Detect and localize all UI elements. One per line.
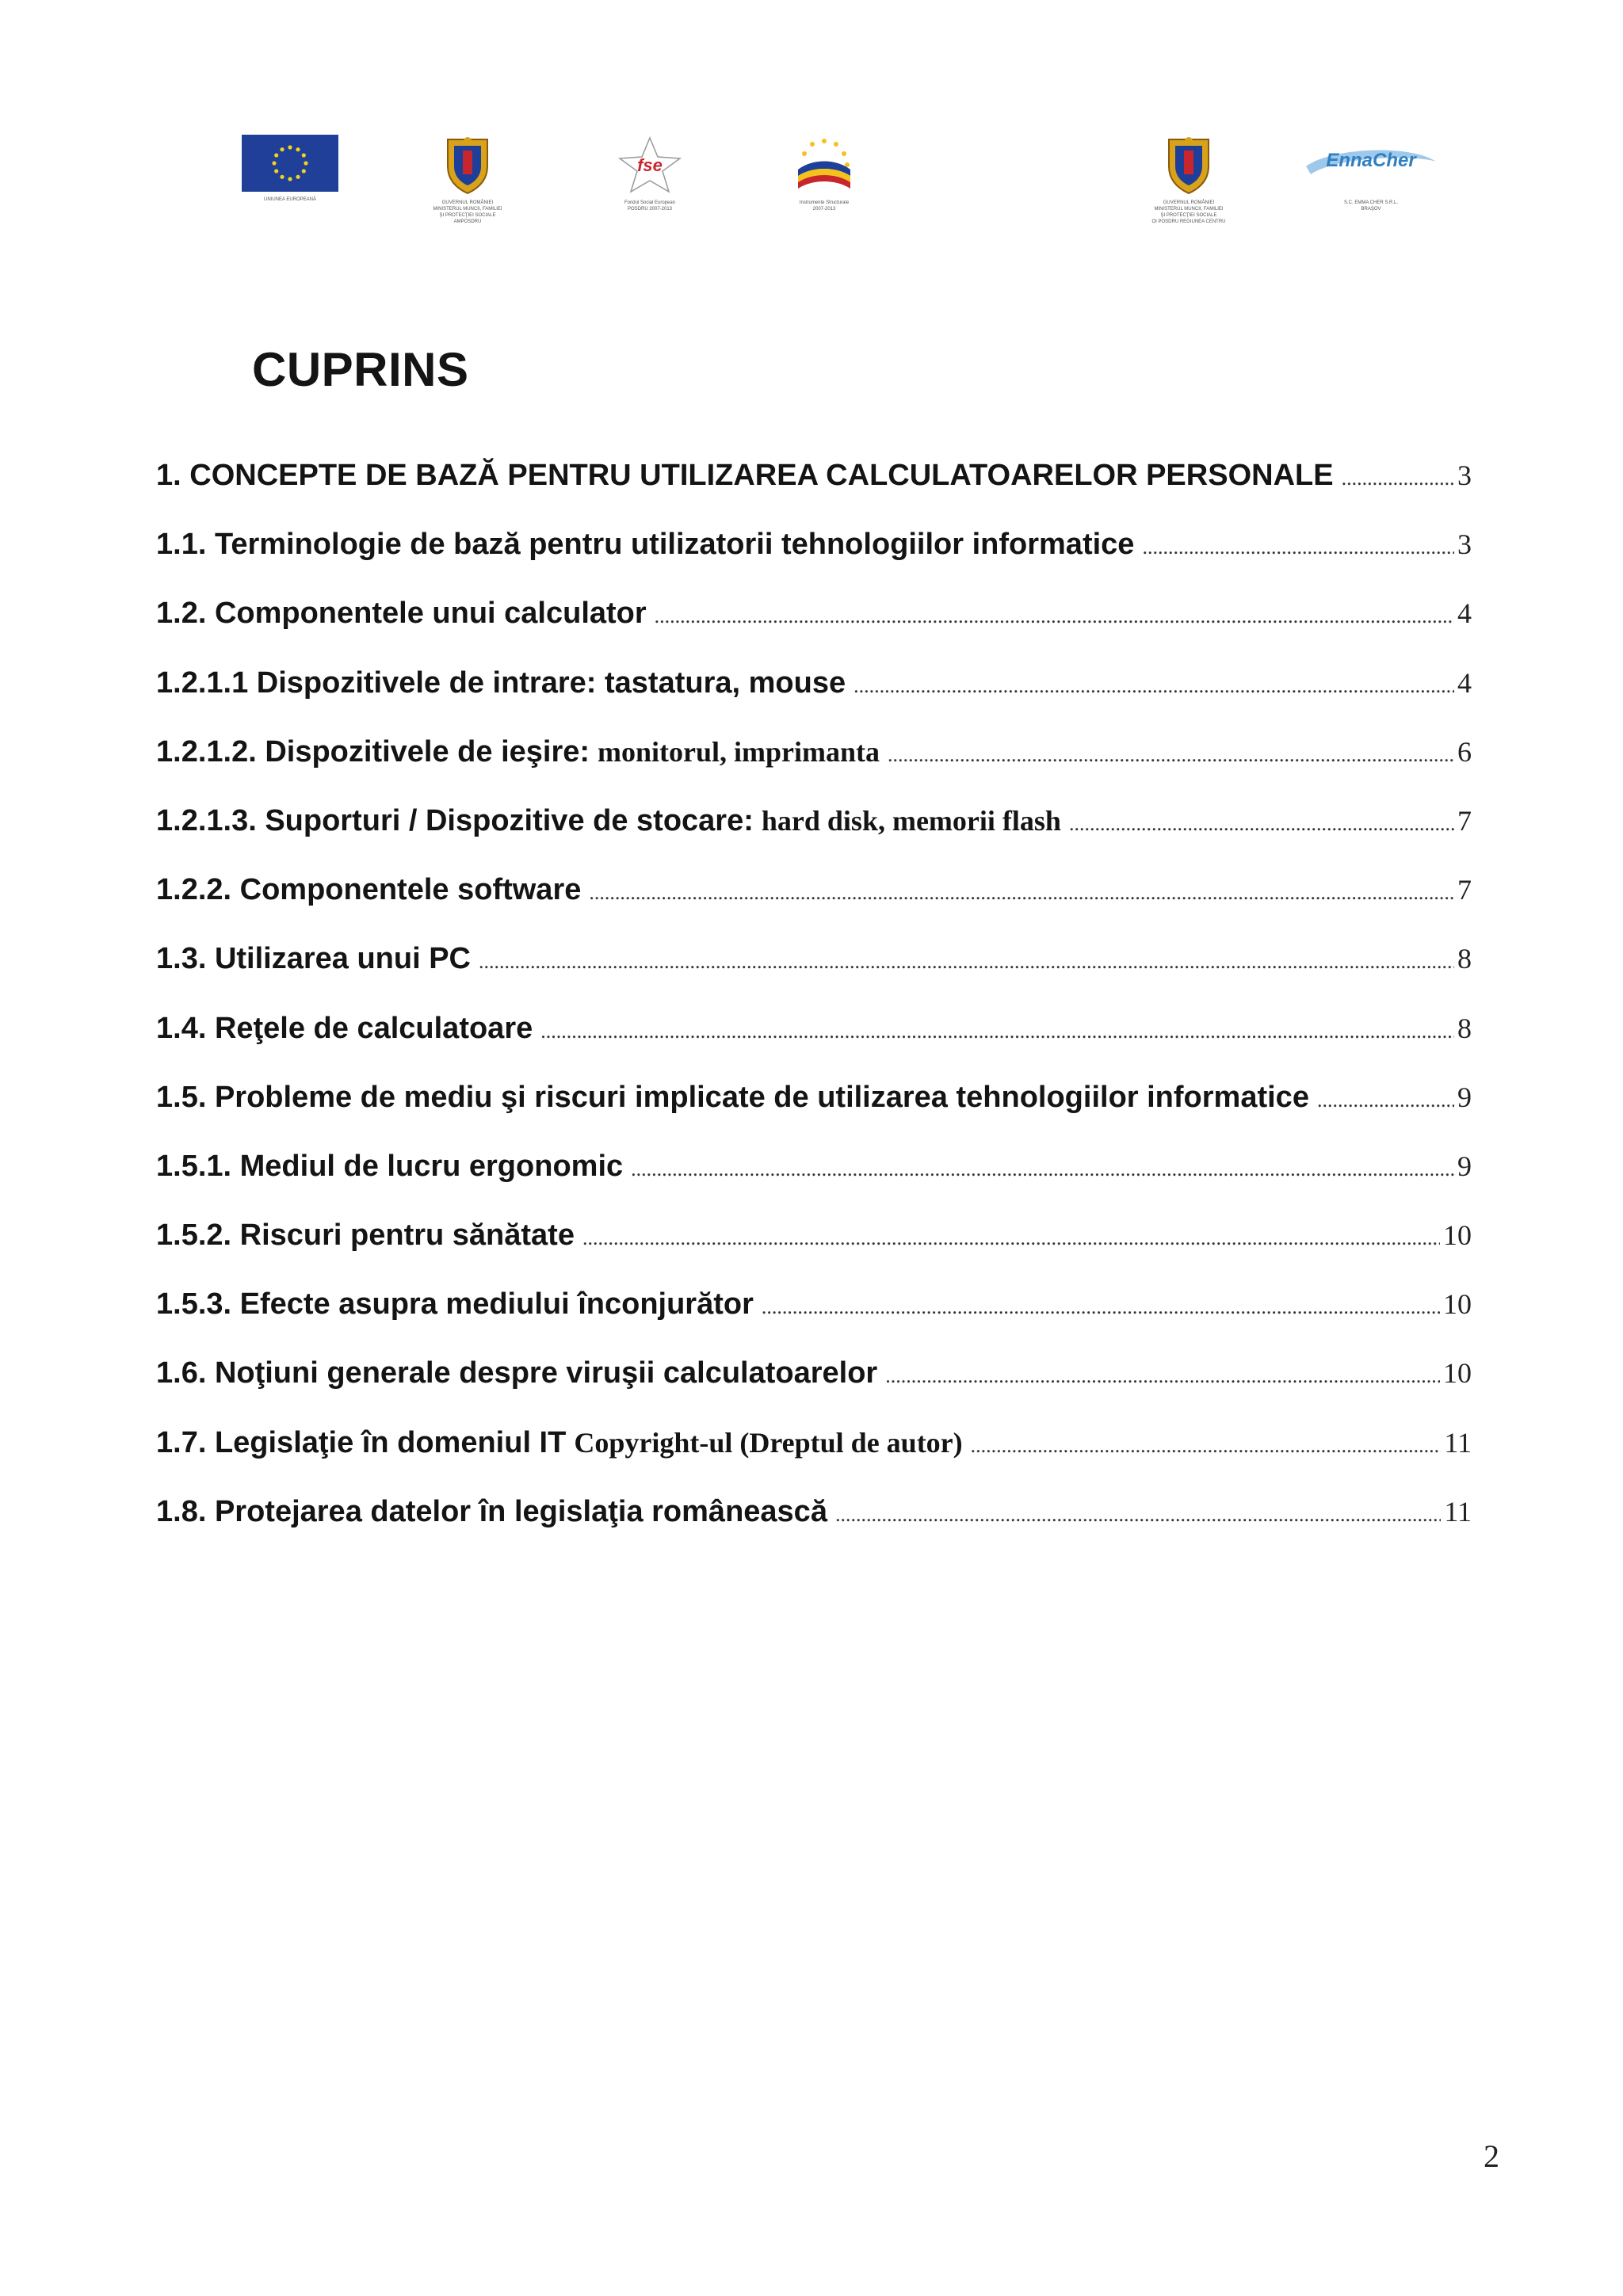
toc-dot-leader bbox=[1317, 1077, 1454, 1124]
toc-page-number: 8 bbox=[1457, 943, 1472, 975]
structural-instruments-icon bbox=[781, 135, 868, 195]
toc-entry[interactable] bbox=[156, 1349, 1472, 1418]
toc-entry[interactable] bbox=[156, 1005, 1472, 1074]
page-title: CUPRINS bbox=[252, 343, 469, 396]
coat-of-arms-icon bbox=[443, 135, 492, 195]
toc-dot-leader bbox=[888, 731, 1454, 779]
toc-entry-label: 1.5. Probleme de mediu şi riscuri implicate de utilizarea tehnologiilor informatice bbox=[156, 1080, 1309, 1114]
toc-dot-leader bbox=[540, 1008, 1454, 1055]
coat-of-arms-icon bbox=[1164, 135, 1213, 195]
ennacher-logo bbox=[1292, 135, 1450, 212]
toc-entry-sublabel: monitorul, imprimanta bbox=[598, 735, 880, 768]
toc-page-number: 11 bbox=[1444, 1426, 1472, 1459]
toc-entry[interactable] bbox=[156, 797, 1472, 866]
toc-page-number: 6 bbox=[1457, 735, 1472, 768]
logo-caption: Fondul Social European POSDRU 2007-2013 bbox=[624, 200, 676, 212]
toc-entry-sublabel: hard disk, memorii flash bbox=[761, 804, 1061, 837]
toc-page-number: 8 bbox=[1457, 1012, 1472, 1044]
toc-entry[interactable] bbox=[156, 728, 1472, 797]
toc-entry[interactable] bbox=[156, 1280, 1472, 1349]
toc-entry-label: 1.5.2. Riscuri pentru sănătate bbox=[156, 1219, 575, 1253]
ennacher-swoosh-icon bbox=[1300, 135, 1442, 195]
toc-page-number: 9 bbox=[1457, 1081, 1472, 1113]
logo-caption: S.C. EMMA CHER S.R.L. BRAŞOV bbox=[1343, 200, 1398, 212]
toc-page-number: 3 bbox=[1457, 460, 1472, 491]
toc-page-number: 3 bbox=[1457, 528, 1472, 561]
toc-entry[interactable] bbox=[156, 659, 1472, 728]
fse-logo bbox=[602, 135, 697, 212]
toc-page-number: 9 bbox=[1457, 1150, 1472, 1182]
toc-entry-sublabel: Copyright-ul (Dreptul de autor) bbox=[574, 1426, 963, 1459]
toc-dot-leader bbox=[1342, 455, 1454, 502]
toc-page-number: 7 bbox=[1457, 874, 1472, 906]
toc-dot-leader bbox=[854, 662, 1454, 710]
toc-entry[interactable] bbox=[156, 935, 1472, 1004]
toc-entry-label: 1.7. Legislaţie în domeniul IT bbox=[156, 1425, 567, 1459]
eu-flag-icon bbox=[242, 135, 338, 192]
toc-dot-leader bbox=[885, 1352, 1440, 1400]
toc-entry[interactable] bbox=[156, 1488, 1472, 1557]
toc-dot-leader bbox=[835, 1491, 1441, 1539]
toc-entry[interactable] bbox=[156, 452, 1472, 521]
toc-dot-leader bbox=[589, 869, 1454, 917]
toc-entry[interactable] bbox=[156, 1419, 1472, 1488]
toc-page-number: 4 bbox=[1457, 666, 1472, 699]
toc-page-number: 10 bbox=[1443, 1357, 1472, 1390]
toc-dot-leader bbox=[631, 1146, 1454, 1193]
toc-page-number: 10 bbox=[1443, 1288, 1472, 1321]
structural-instruments-logo bbox=[769, 135, 880, 212]
toc-entry-label: 1.2. Componentele unui calculator bbox=[156, 597, 647, 631]
toc-entry[interactable] bbox=[156, 866, 1472, 935]
toc-entry-label: 1.2.2. Componentele software bbox=[156, 873, 582, 907]
logo-caption: GUVERNUL ROMÂNIEI MINISTERUL MUNCII, FAMILIEI ŞI PROTECŢIEI SOCIALE OI POSDRU REGIUNEA CENTRU bbox=[1151, 200, 1226, 224]
header-logo-strip bbox=[0, 135, 1623, 261]
logo-caption: UNIUNEA EUROPEANĂ bbox=[263, 197, 316, 202]
toc-entry[interactable] bbox=[156, 589, 1472, 658]
toc-entry-label: 1.2.1.3. Suporturi / Dispozitive de stocare: bbox=[156, 803, 754, 837]
eu-flag-logo bbox=[235, 135, 346, 203]
page-number: 2 bbox=[1484, 2138, 1499, 2174]
toc-entry-label: 1.5.1. Mediul de lucru ergonomic bbox=[156, 1149, 624, 1183]
toc-page-number: 4 bbox=[1457, 597, 1472, 630]
logo-caption: Instrumente Structurale 2007-2013 bbox=[799, 200, 850, 212]
toc-entry[interactable] bbox=[156, 1211, 1472, 1280]
fse-star-icon bbox=[612, 135, 688, 195]
toc-dot-leader bbox=[479, 938, 1454, 986]
toc-page-number: 11 bbox=[1444, 1495, 1472, 1527]
romania-coat-of-arms-logo-2 bbox=[1117, 135, 1260, 225]
toc-dot-leader bbox=[971, 1422, 1442, 1470]
toc-dot-leader bbox=[1142, 524, 1454, 571]
table-of-contents bbox=[156, 452, 1472, 1557]
toc-page-number: 7 bbox=[1457, 804, 1472, 837]
toc-entry[interactable] bbox=[156, 521, 1472, 589]
toc-entry-label: 1.6. Noţiuni generale despre viruşii calculatoarelor bbox=[156, 1356, 878, 1390]
romania-coat-of-arms-logo bbox=[396, 135, 539, 225]
toc-dot-leader bbox=[1069, 800, 1454, 848]
toc-entry-label: 1. CONCEPTE DE BAZĂ PENTRU UTILIZAREA CALCULATOARELOR PERSONALE bbox=[156, 459, 1334, 492]
toc-entry[interactable] bbox=[156, 1142, 1472, 1211]
toc-entry-label: 1.3. Utilizarea unui PC bbox=[156, 942, 471, 976]
toc-entry-label: 1.5.3. Efecte asupra mediului înconjurător bbox=[156, 1287, 754, 1322]
toc-entry-label: 1.2.1.1 Dispozitivele de intrare: tastatura, mouse bbox=[156, 666, 846, 700]
toc-entry-label: 1.8. Protejarea datelor în legislaţia românească bbox=[156, 1494, 827, 1528]
toc-dot-leader bbox=[655, 593, 1454, 640]
toc-entry-label: 1.4. Reţele de calculatoare bbox=[156, 1011, 533, 1045]
toc-entry-label: 1.1. Terminologie de bază pentru utilizatorii tehnologiilor informatice bbox=[156, 528, 1135, 562]
logo-caption: GUVERNUL ROMÂNIEI MINISTERUL MUNCII, FAMILIEI ŞI PROTECŢIEI SOCIALE AMPOSDRU bbox=[433, 200, 502, 224]
toc-entry[interactable] bbox=[156, 1074, 1472, 1142]
toc-dot-leader bbox=[762, 1283, 1440, 1331]
fse-text: fse bbox=[637, 155, 663, 175]
ennacher-text: EnnaCher bbox=[1326, 150, 1416, 171]
toc-entry-label: 1.2.1.2. Dispozitivele de ieşire: bbox=[156, 734, 590, 769]
toc-page-number: 10 bbox=[1443, 1219, 1472, 1252]
toc-dot-leader bbox=[582, 1215, 1440, 1262]
